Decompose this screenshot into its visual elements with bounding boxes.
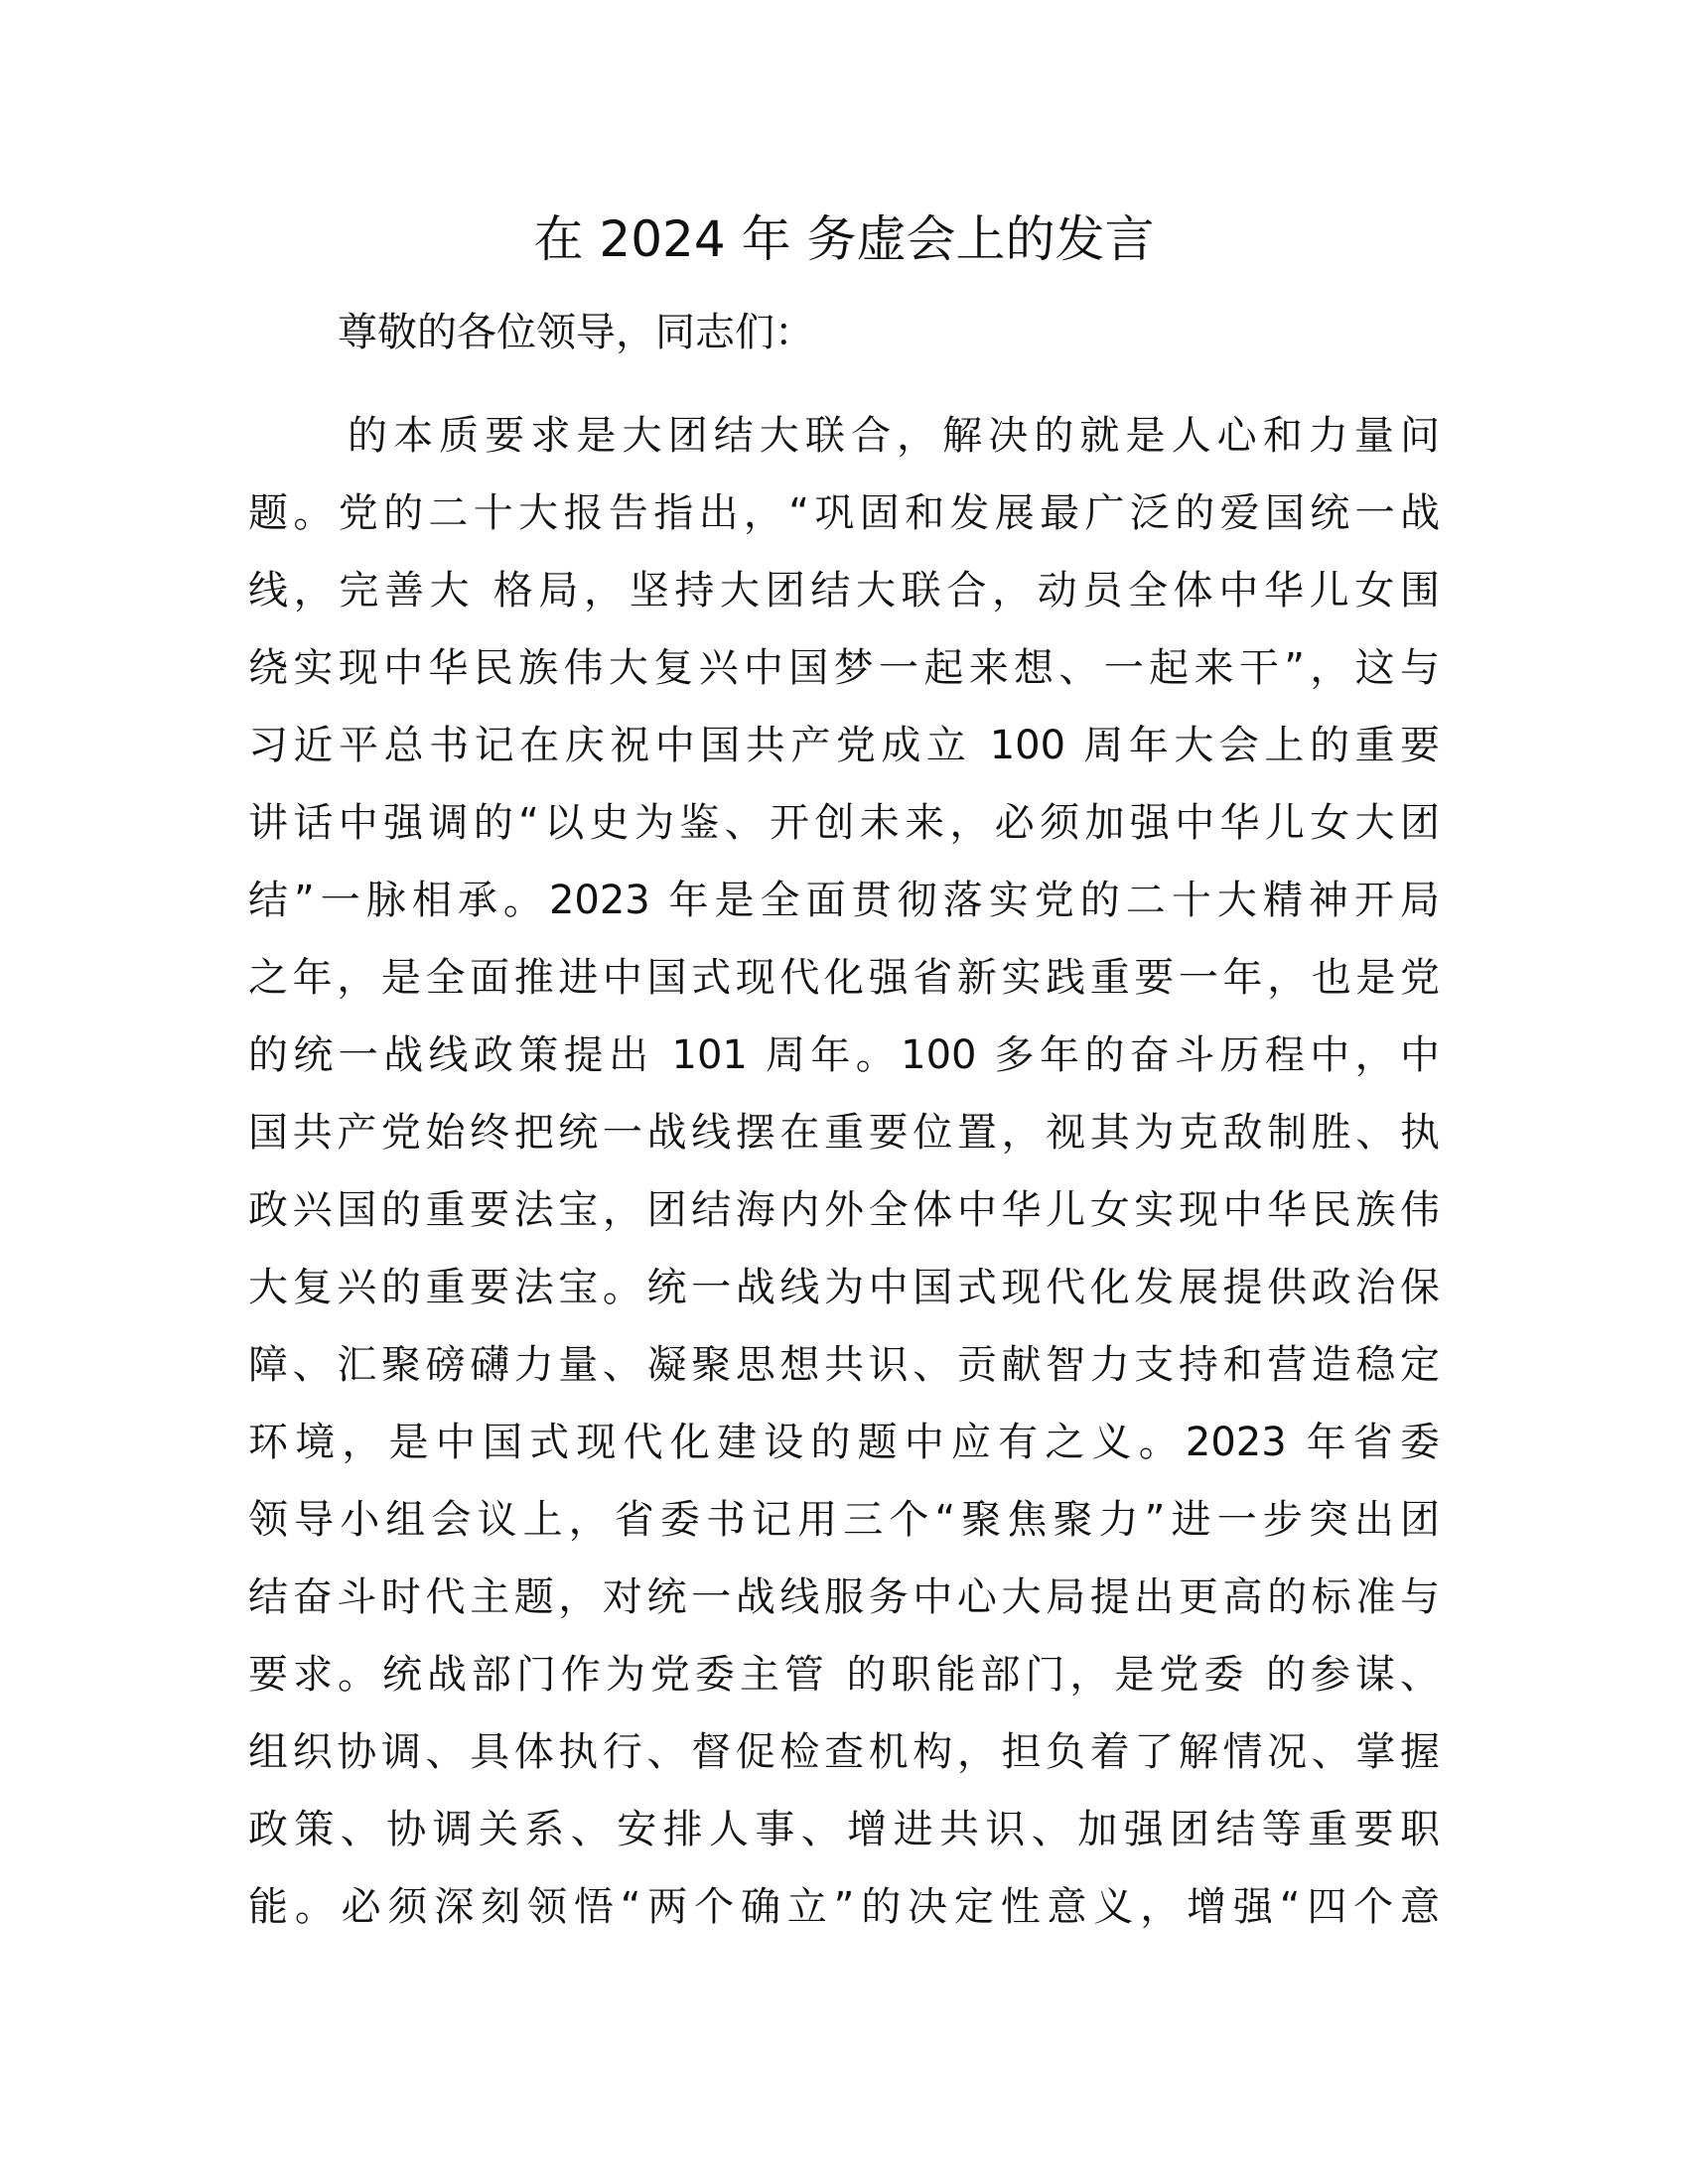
body-paragraph <box>248 397 1440 1946</box>
paragraph-line: 的本质要求是大团结大联合，解决的就是人心和力量问 <box>348 413 1440 459</box>
paragraph-line: 线，完善大 格局，坚持大团结大联合，动员全体中华儿女围 <box>248 568 1440 614</box>
paragraph-line: 的统一战线政策提出 101 周年。100 多年的奋斗历程中，中 <box>248 1032 1440 1078</box>
paragraph-line: 结”一脉相承。2023 年是全面贯彻落实党的二十大精神开局 <box>248 878 1440 923</box>
paragraph-line: 国共产党始终把统一战线摆在重要位置，视其为克敌制胜、执 <box>248 1110 1440 1156</box>
document-title: 在 2024 年 务虚会上的发言 <box>533 210 1155 268</box>
paragraph-line: 题。党的二十大报告指出，“巩固和发展最广泛的爱国统一战 <box>248 490 1440 536</box>
salutation: 尊敬的各位领导，同志们： <box>338 310 814 355</box>
paragraph-line: 障、汇聚磅礴力量、凝聚思想共识、贡献智力支持和营造稳定 <box>248 1342 1440 1388</box>
paragraph-line: 政兴国的重要法宝，团结海内外全体中华儿女实现中华民族伟 <box>248 1187 1440 1233</box>
paragraph-line: 能。必须深刻领悟“两个确立”的决定性意义，增强“四个意 <box>248 1884 1440 1930</box>
paragraph-line: 环境，是中国式现代化建设的题中应有之义。2023 年省委 <box>248 1420 1440 1465</box>
paragraph-line: 领导小组会议上，省委书记用三个“聚焦聚力”进一步突出团 <box>248 1497 1440 1543</box>
paragraph-line: 要求。统战部门作为党委主管 的职能部门，是党委 的参谋、 <box>248 1652 1440 1698</box>
paragraph-line: 结奋斗时代主题，对统一战线服务中心大局提出更高的标准与 <box>248 1574 1440 1620</box>
paragraph-line: 大复兴的重要法宝。统一战线为中国式现代化发展提供政治保 <box>248 1265 1440 1310</box>
paragraph-line: 组织协调、具体执行、督促检查机构，担负着了解情况、掌握 <box>248 1729 1440 1775</box>
paragraph-line: 绕实现中华民族伟大复兴中国梦一起来想、一起来干”，这与 <box>248 645 1440 691</box>
paragraph-line: 习近平总书记在庆祝中国共产党成立 100 周年大会上的重要 <box>248 723 1440 768</box>
paragraph-line: 政策、协调关系、安排人事、增进共识、加强团结等重要职 <box>248 1807 1440 1852</box>
paragraph-line: 之年，是全面推进中国式现代化强省新实践重要一年，也是党 <box>248 955 1440 1001</box>
paragraph-line: 讲话中强调的“以史为鉴、开创未来，必须加强中华儿女大团 <box>248 800 1440 846</box>
